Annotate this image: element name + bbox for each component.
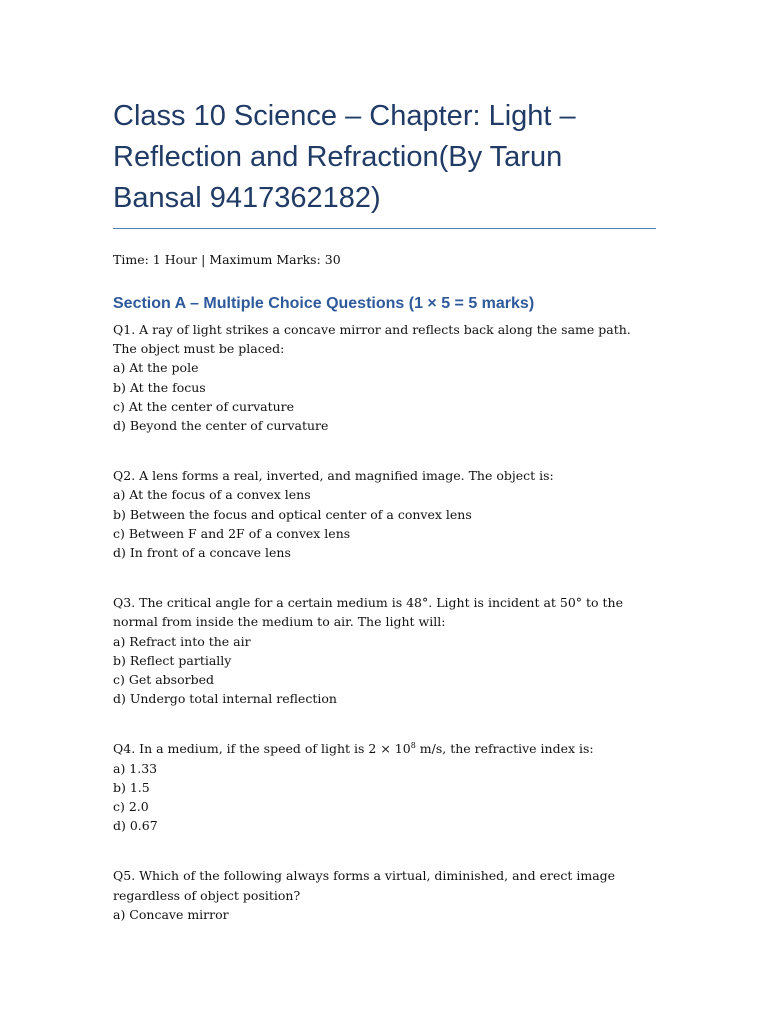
- question-2-option-c: c) Between F and 2F of a convex lens: [113, 525, 351, 541]
- question-2-text: Q2. A lens forms a real, inverted, and magnified image. The object is:: [113, 468, 554, 484]
- question-4-option-a: a) 1.33: [113, 760, 158, 776]
- question-2-option-b: b) Between the focus and optical center of a convex lens: [113, 506, 472, 522]
- question-5-option-a: a) Concave mirror: [113, 906, 229, 922]
- question-5: [113, 866, 656, 924]
- question-4-option-c: c) 2.0: [113, 799, 149, 815]
- document-content: [113, 96, 656, 955]
- question-2-option-a: a) At the focus of a convex lens: [113, 487, 311, 503]
- question-4-text: [113, 739, 656, 758]
- document-title: Class 10 Science – Chapter: Light – Reflection and Refraction(By Tarun Bansal 9417362182): [113, 96, 656, 229]
- question-5-text: Q5. Which of the following always forms a virtual, diminished, and erect image regardless of object position?: [113, 868, 616, 903]
- question-1-option-c: c) At the center of curvature: [113, 398, 295, 414]
- section-a-heading: Section A – Multiple Choice Questions (1 × 5 = 5 marks): [113, 295, 535, 312]
- speed-power: 8: [410, 741, 416, 751]
- question-1-option-a: a) At the pole: [113, 360, 199, 376]
- question-4: [113, 739, 656, 835]
- question-3-option-c: c) Get absorbed: [113, 672, 215, 688]
- question-2-option-d: d) In front of a concave lens: [113, 545, 291, 561]
- exam-time-and-marks: Time: 1 Hour | Maximum Marks: 30: [113, 252, 341, 267]
- question-2: [113, 466, 656, 562]
- question-4-text-after-power: m/s, the refractive index is:: [415, 741, 594, 757]
- question-3-option-a: a) Refract into the air: [113, 633, 251, 649]
- question-1: [113, 320, 656, 435]
- question-1-text: Q1. A ray of light strikes a concave mirror and reflects back along the same path. The object must be placed:: [113, 322, 631, 357]
- question-3: [113, 593, 656, 708]
- question-1-option-d: d) Beyond the center of curvature: [113, 418, 329, 434]
- question-4-option-b: b) 1.5: [113, 779, 150, 795]
- question-4-text-before-power: Q4. In a medium, if the speed of light is 2 × 10: [113, 741, 411, 757]
- question-3-option-b: b) Reflect partially: [113, 652, 232, 668]
- question-3-text: Q3. The critical angle for a certain medium is 48°. Light is incident at 50° to the normal from inside the medium to air. The light will:: [113, 595, 624, 630]
- question-1-option-b: b) At the focus: [113, 379, 206, 395]
- question-3-option-d: d) Undergo total internal reflection: [113, 691, 337, 707]
- question-4-option-d: d) 0.67: [113, 818, 158, 834]
